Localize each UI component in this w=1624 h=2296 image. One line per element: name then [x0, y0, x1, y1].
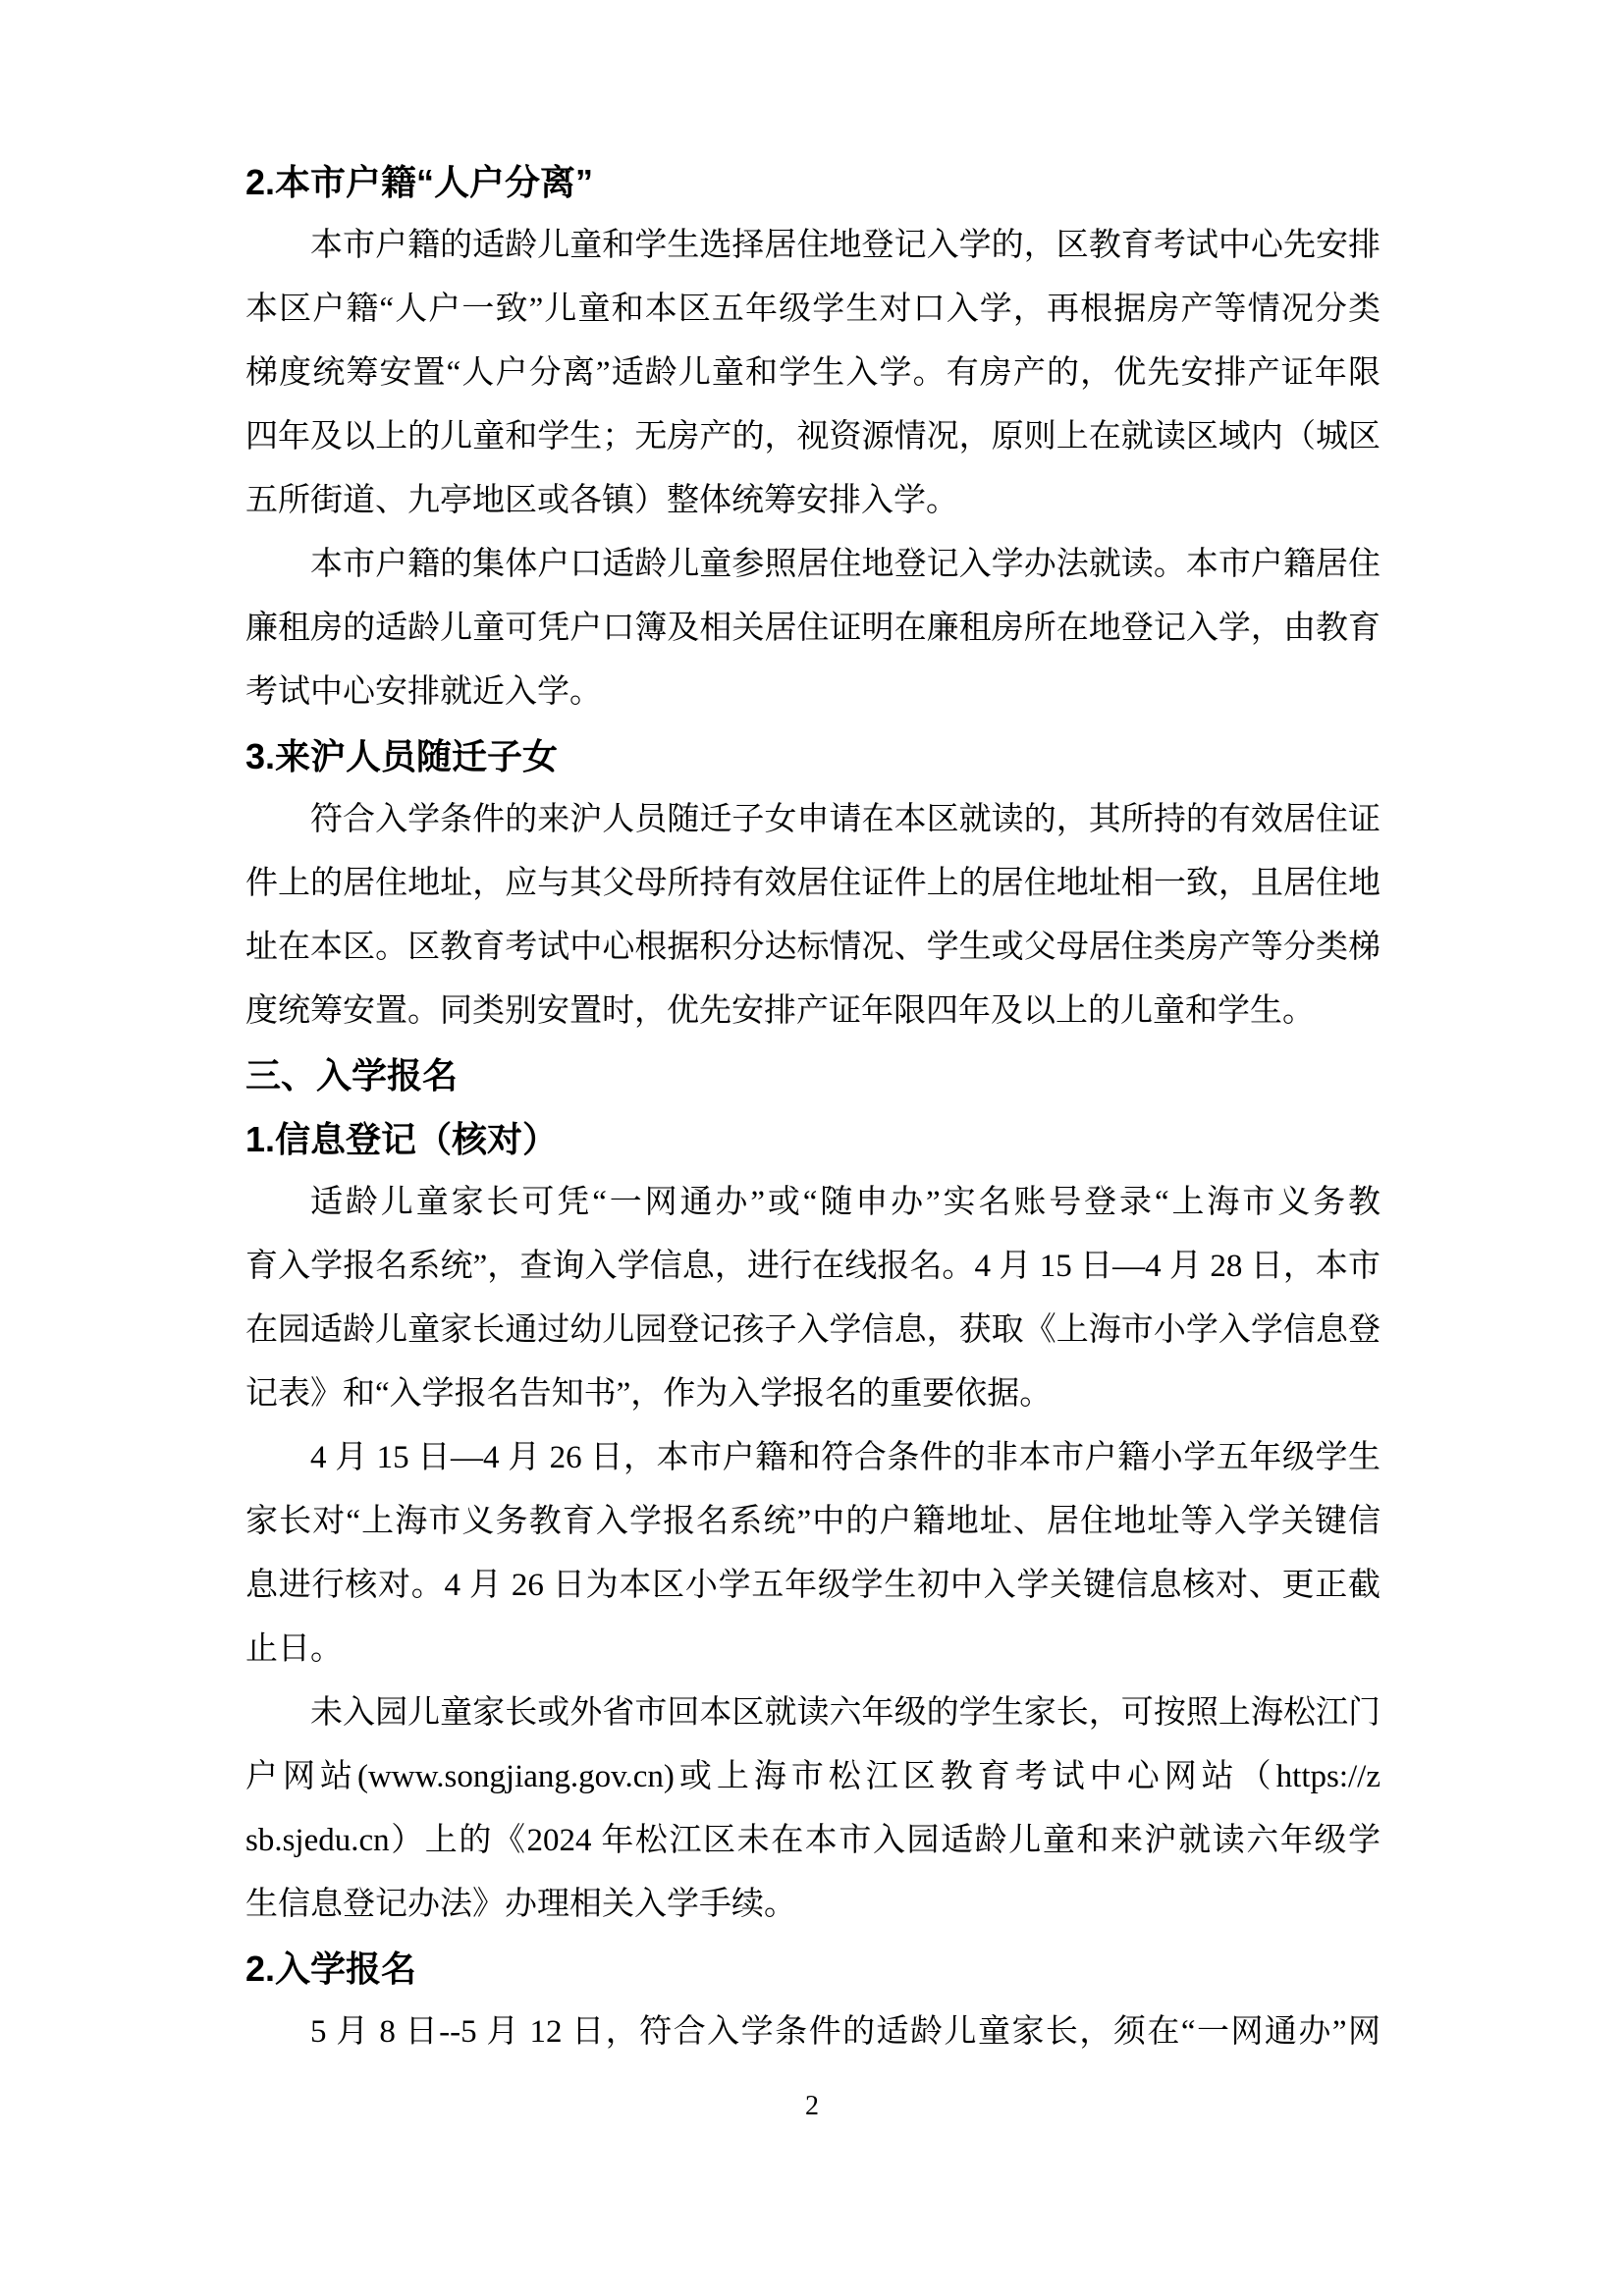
document-text — [245, 150, 1380, 2064]
text-line: 户网站(www.songjiang.gov.cn)或上海市松江区教育考试中心网站（https://z — [245, 1759, 1380, 1794]
section-heading: 三、入学报名 — [245, 1055, 459, 1095]
text-line: 考试中心安排就近入学。 — [245, 674, 602, 710]
section-heading: 2.入学报名 — [245, 1949, 417, 1989]
page-number: 2 — [805, 2091, 819, 2121]
text-line: 在园适龄儿童家长通过幼儿园登记孩子入学信息，获取《上海市小学入学信息登 — [245, 1312, 1380, 1348]
section-heading: 2.本市户籍“人户分离” — [245, 162, 594, 202]
text-line: 生信息登记办法》办理相关入学手续。 — [245, 1887, 796, 1922]
text-line: 梯度统筹安置“人户分离”适龄儿童和学生入学。有房产的，优先安排产证年限 — [245, 355, 1380, 391]
text-line: 息进行核对。4 月 26 日为本区小学五年级学生初中入学关键信息核对、更正截 — [245, 1568, 1380, 1603]
text-line: 记表》和“入学报名告知书”，作为入学报名的重要依据。 — [245, 1376, 1053, 1412]
text-line: 度统筹安置。同类别安置时，优先安排产证年限四年及以上的儿童和学生。 — [245, 993, 1315, 1029]
text-line: 本区户籍“人户一致”儿童和本区五年级学生对口入学，再根据房产等情况分类 — [245, 292, 1380, 327]
text-line: 4 月 15 日—4 月 26 日，本市户籍和符合条件的非本市户籍小学五年级学生 — [310, 1440, 1380, 1475]
text-line: 家长对“上海市义务教育入学报名系统”中的户籍地址、居住地址等入学关键信 — [245, 1504, 1380, 1539]
text-line: 四年及以上的儿童和学生；无房产的，视资源情况，原则上在就读区域内（城区 — [245, 419, 1380, 454]
section-heading: 1.信息登记（核对） — [245, 1119, 559, 1159]
text-line: 未入园儿童家长或外省市回本区就读六年级的学生家长，可按照上海松江门 — [310, 1695, 1380, 1731]
text-line: 件上的居住地址，应与其父母所持有效居住证件上的居住地址相一致，且居住地 — [245, 866, 1380, 901]
text-line: 五所街道、九亭地区或各镇）整体统筹安排入学。 — [245, 483, 958, 518]
text-line: 本市户籍的适龄儿童和学生选择居住地登记入学的，区教育考试中心先安排 — [310, 228, 1380, 263]
text-line: 止日。 — [245, 1631, 343, 1667]
text-line: 廉租房的适龄儿童可凭户口簿及相关居住证明在廉租房所在地登记入学，由教育 — [245, 611, 1380, 646]
text-line: 符合入学条件的来沪人员随迁子女申请在本区就读的，其所持的有效居住证 — [310, 802, 1380, 837]
text-line: 适龄儿童家长可凭“一网通办”或“随申办”实名账号登录“上海市义务教 — [310, 1185, 1380, 1220]
section-heading: 3.来沪人员随迁子女 — [245, 736, 559, 776]
text-line: 本市户籍的集体户口适龄儿童参照居住地登记入学办法就读。本市户籍居住 — [310, 547, 1380, 582]
text-line: 5 月 8 日--5 月 12 日，符合入学条件的适龄儿童家长，须在“一网通办”网 — [310, 2014, 1380, 2050]
text-line: sb.sjedu.cn）上的《2024 年松江区未在本市入园适龄儿童和来沪就读六年级学 — [245, 1823, 1380, 1858]
text-line: 育入学报名系统”，查询入学信息，进行在线报名。4 月 15 日—4 月 28 日，本市 — [245, 1249, 1380, 1284]
text-line: 址在本区。区教育考试中心根据积分达标情况、学生或父母居住类房产等分类梯 — [245, 930, 1380, 965]
